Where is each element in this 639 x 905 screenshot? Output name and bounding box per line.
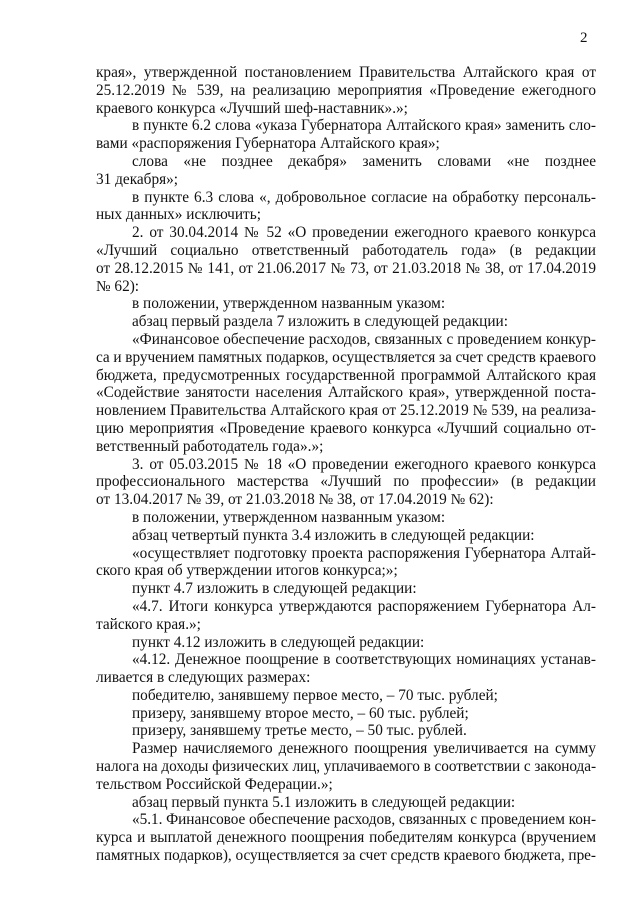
- text-line: абзац первый пункта 5.1 изложить в следующей редакции:: [132, 793, 516, 811]
- text-line: в пункте 6.2 слова «указа Губернатора Алтайского края» заменить сло-: [132, 117, 596, 135]
- text-line: победителю, занявшему первое место, – 70 тыс. рублей;: [132, 686, 498, 704]
- text-line: «4.7. Итоги конкурса утверждаются распоряжением Губернатора Ал-: [132, 597, 596, 615]
- text-line: призеру, занявшему второе место, – 60 тыс. рублей;: [132, 704, 469, 722]
- text-line: «5.1. Финансовое обеспечение расходов, связанных с проведением кон-: [132, 811, 596, 829]
- text-line: памятных подарков), осуществляется за счет средств краевого бюджета, пре-: [96, 847, 596, 865]
- text-line: новлением Правительства Алтайского края от 25.12.2019 № 539, на реализа-: [96, 402, 596, 420]
- text-line: 25.12.2019 № 539, на реализацию мероприятия «Проведение ежегодного: [96, 81, 596, 99]
- text-line: цию мероприятия «Проведение краевого конкурса «Лучший социально от-: [96, 419, 596, 437]
- text-line: «Содействие занятости населения Алтайского края», утвержденной поста-: [96, 384, 596, 402]
- text-line: призеру, занявшему третье место, – 50 тыс. рублей.: [132, 722, 467, 740]
- text-line: са и вручением памятных подарков, осуществляется за счет средств краевого: [96, 348, 596, 366]
- text-line: № 62):: [96, 277, 140, 295]
- text-line: в пункте 6.3 слова «, добровольное согласие на обработку персональ-: [132, 188, 596, 206]
- text-line: абзац первый раздела 7 изложить в следующей редакции:: [132, 313, 508, 331]
- text-line: 2. от 30.04.2014 № 52 «О проведении ежегодного краевого конкурса: [132, 224, 596, 242]
- document-body: [96, 64, 596, 865]
- text-line: 31 декабря»;: [96, 170, 179, 188]
- page-number: 2: [580, 30, 588, 46]
- text-line: 3. от 05.03.2015 № 18 «О проведении ежегодного краевого конкурса: [132, 455, 596, 473]
- text-line: от 13.04.2017 № 39, от 21.03.2018 № 38, от 17.04.2019 № 62):: [96, 491, 494, 509]
- text-line: пункт 4.7 изложить в следующей редакции:: [132, 580, 417, 598]
- text-line: тайского края.»;: [96, 615, 201, 633]
- text-line: Размер начисляемого денежного поощрения увеличивается на сумму: [132, 740, 596, 758]
- text-line: профессионального мастерства «Лучший по профессии» (в редакции: [96, 473, 596, 491]
- text-line: ветственный работодатель года».»;: [96, 437, 324, 455]
- text-line: ского края об утверждении итогов конкурса;»;: [96, 562, 398, 580]
- text-line: «Лучший социально ответственный работодатель года» (в редакции: [96, 241, 596, 259]
- text-line: «Финансовое обеспечение расходов, связанных с проведением конкур-: [132, 330, 596, 348]
- text-line: слова «не позднее декабря» заменить словами «не позднее: [132, 152, 596, 170]
- text-line: пункт 4.12 изложить в следующей редакции:: [132, 633, 425, 651]
- text-line: тельством Российской Федерации.»;: [96, 775, 333, 793]
- text-line: «осуществляет подготовку проекта распоряжения Губернатора Алтай-: [132, 544, 596, 562]
- text-line: края», утвержденной постановлением Правительства Алтайского края от: [96, 64, 596, 81]
- text-line: абзац четвертый пункта 3.4 изложить в следующей редакции:: [132, 526, 535, 544]
- text-line: налога на доходы физических лиц, уплачиваемого в соответствии с законода-: [96, 758, 596, 776]
- text-line: бюджета, предусмотренных государственной программой Алтайского края: [96, 366, 596, 384]
- text-line: вами «распоряжения Губернатора Алтайского края»;: [96, 135, 440, 153]
- text-line: ных данных» исключить;: [96, 206, 261, 224]
- text-line: в положении, утвержденном названным указом:: [132, 508, 446, 526]
- text-line: «4.12. Денежное поощрение в соответствующих номинациях устанав-: [132, 651, 596, 669]
- text-line: от 28.12.2015 № 141, от 21.06.2017 № 73, от 21.03.2018 № 38, от 17.04.2019: [96, 259, 596, 277]
- text-line: краевого конкурса «Лучший шеф-наставник».»;: [96, 99, 408, 117]
- text-line: ливается в следующих размерах:: [96, 669, 311, 687]
- text-line: в положении, утвержденном названным указом:: [132, 295, 446, 313]
- text-line: курса и выплатой денежного поощрения победителям конкурса (вручением: [96, 829, 596, 847]
